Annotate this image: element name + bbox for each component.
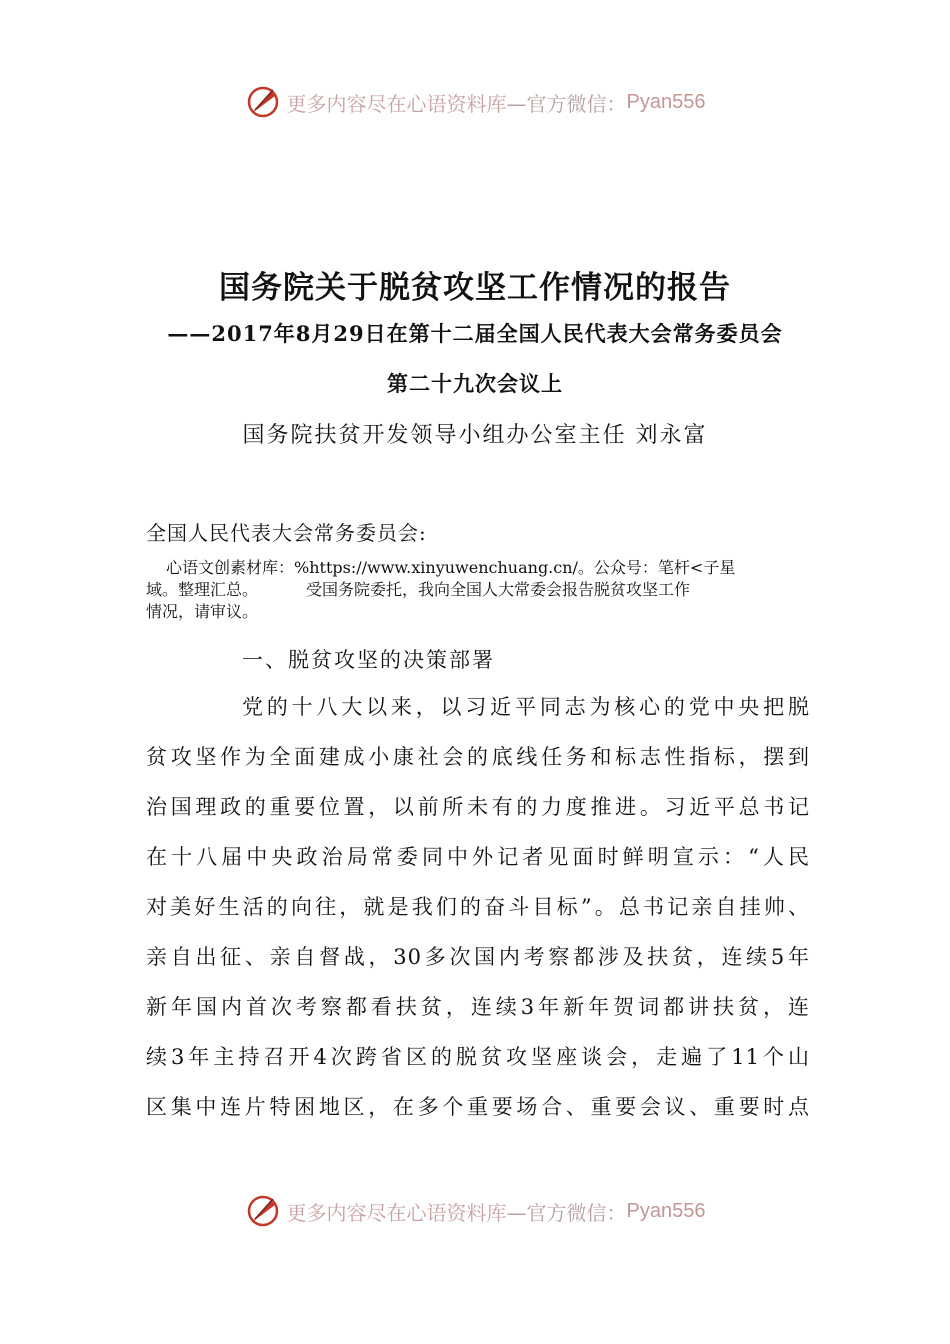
- body-line: 党的十八大以来，以习近平同志为核心的党中央把脱: [242, 695, 810, 719]
- quill-logo-icon: [245, 1193, 281, 1229]
- body-paragraph: [146, 692, 810, 1142]
- banner-wechat-label: —官方微信：: [506, 91, 627, 116]
- intro-part1: 心语文创素材库：%https://www.xinyuwenchuang.cn/。公众号：笔杆<子星: [166, 558, 736, 577]
- intro-part3: 受国务院委托，我向全国人大常委会报告脱贫攻坚工作: [306, 580, 691, 599]
- body-line: 续3年主持召开4次跨省区的脱贫攻坚座谈会，走遍了11个山: [146, 1045, 810, 1069]
- document-title: 国务院关于脱贫攻坚工作情况的报告: [219, 270, 731, 306]
- salutation: 全国人民代表大会常务委员会:: [146, 521, 427, 545]
- section-heading: 一、脱贫攻坚的决策部署: [242, 648, 495, 672]
- banner-wechat-id: Pyan556: [626, 90, 706, 113]
- header-banner: [0, 84, 950, 120]
- body-line: 新年国内首次考察都看扶贫，连续3年新年贺词都讲扶贫，连: [146, 995, 810, 1019]
- intro-paragraph: [146, 557, 810, 623]
- banner-wechat-label: —官方微信：: [506, 1200, 627, 1225]
- footer-banner: [0, 1193, 950, 1229]
- quill-logo-icon: [245, 84, 281, 120]
- banner-wechat-id: Pyan556: [626, 1199, 706, 1222]
- document-subtitle-line1: ——2017年8月29日在第十二届全国人民代表大会常务委员会: [167, 321, 783, 346]
- body-line: 对美好生活的向往，就是我们的奋斗目标”。总书记亲自挂帅、: [146, 895, 810, 919]
- document-author: 国务院扶贫开发领导小组办公室主任 刘永富: [242, 423, 708, 448]
- document-subtitle-line2: 第二十九次会议上: [387, 371, 563, 396]
- banner-text: 更多内容尽在心语资料库: [286, 1200, 507, 1225]
- intro-part2: 域。整理汇总。: [146, 580, 259, 599]
- banner-text: 更多内容尽在心语资料库: [286, 91, 507, 116]
- body-line: 贫攻坚作为全面建成小康社会的底线任务和标志性指标，摆到: [146, 745, 810, 769]
- body-line: 在十八届中央政治局常委同中外记者见面时鲜明宣示：“人民: [146, 845, 810, 869]
- body-line: 治国理政的重要位置，以前所未有的力度推进。习近平总书记: [146, 795, 810, 819]
- intro-part4: 情况，请审议。: [146, 602, 259, 621]
- body-line: 亲自出征、亲自督战，30多次国内考察都涉及扶贫，连续5年: [146, 945, 810, 969]
- body-line: 区集中连片特困地区，在多个重要场合、重要会议、重要时点: [146, 1095, 810, 1119]
